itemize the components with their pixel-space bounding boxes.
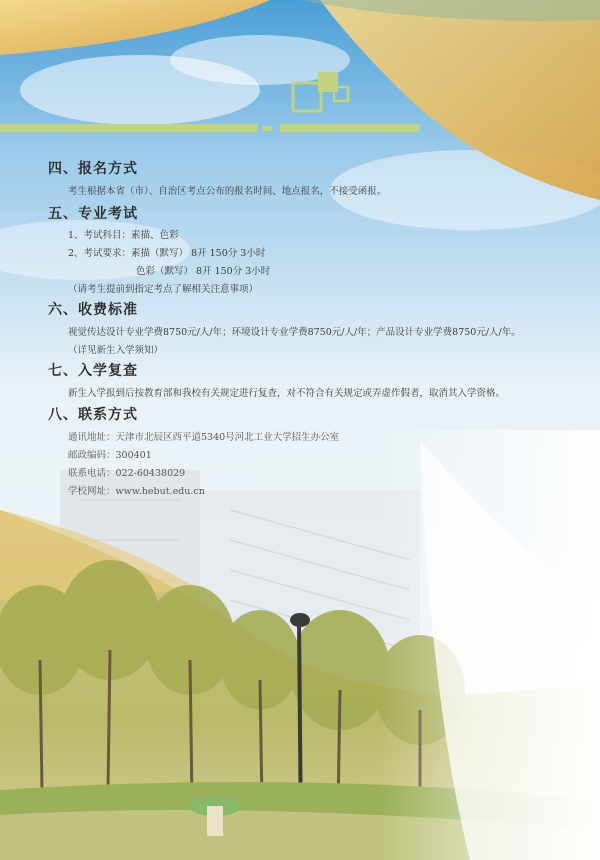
- section-8-heading: 八、联系方式: [48, 407, 138, 423]
- section-5-heading: 五、专业考试: [48, 206, 138, 222]
- section-5-line-1: 1、考试科目：素描、色彩: [68, 230, 179, 241]
- section-5-note: （请考生提前到指定考点了解相关注意事项）: [68, 284, 259, 295]
- section-5-line-3: 色彩（默写） 8开 150分 3小时: [136, 266, 271, 277]
- contact-postcode: 邮政编码：300401: [68, 450, 152, 461]
- section-6-note: （详见新生入学须知）: [68, 345, 164, 356]
- section-7-heading: 七、入学复查: [48, 363, 138, 379]
- section-5-line-2: 2、考试要求：素描（默写） 8开 150分 3小时: [68, 248, 266, 259]
- section-4-heading: 四、报名方式: [48, 161, 138, 177]
- section-6-line-1: 视觉传达设计专业学费8750元/人/年；环境设计专业学费8750元/人/年；产品设计专业学费8750元/人/年。: [68, 327, 521, 338]
- section-7-line-1: 新生入学报到后按教育部和我校有关规定进行复查，对不符合有关规定或弄虚作假者，取消其入学资格。: [68, 388, 506, 399]
- contact-address: 通讯地址：天津市北辰区西平道5340号河北工业大学招生办公室: [68, 432, 340, 443]
- contact-website[interactable]: 学校网址：www.hebut.edu.cn: [68, 486, 205, 497]
- contact-phone: 联系电话：022-60438029: [68, 468, 186, 479]
- section-6-heading: 六、收费标准: [48, 302, 138, 318]
- section-4-line-1: 考生根据本省（市）、自治区考点公布的报名时间、地点报名，不接受函报。: [68, 186, 387, 197]
